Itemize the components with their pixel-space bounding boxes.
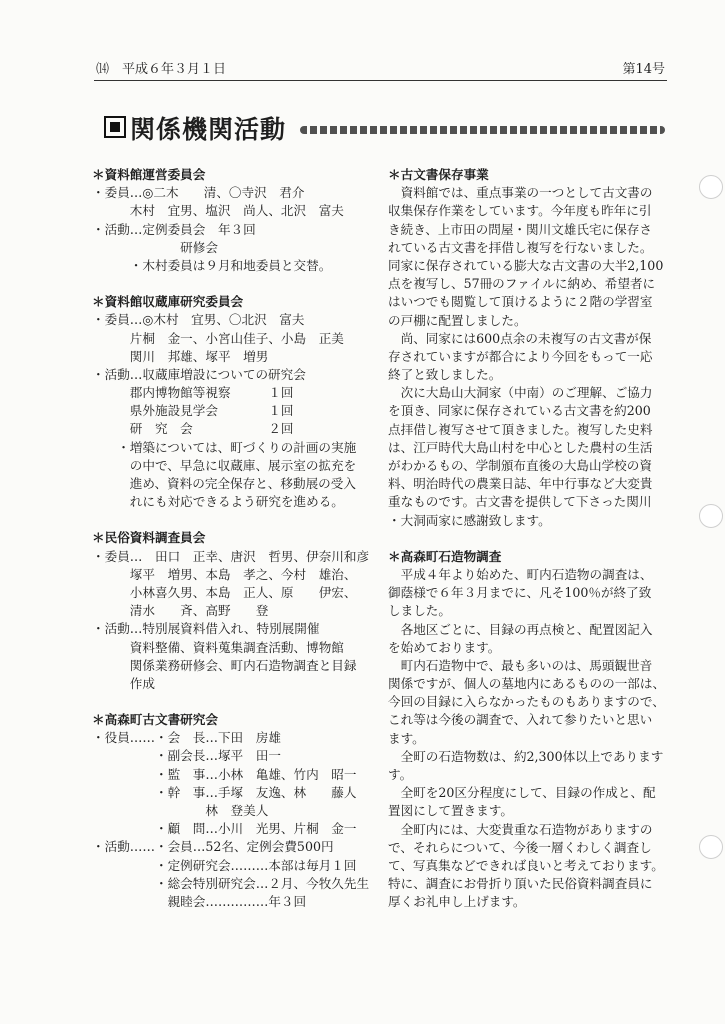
text-line: ・委員…◎二木 清、〇寺沢 君介 xyxy=(92,185,305,201)
text-line: しました。 xyxy=(388,603,451,619)
text-line: の戸棚に配置しました。 xyxy=(388,312,527,328)
text-line: の中で、早急に収蔵庫、展示室の拡充を xyxy=(92,457,357,473)
text-line: ・総会特別研究会…２月、今牧久先生 xyxy=(92,875,370,891)
text-line: 研修会 xyxy=(92,239,218,255)
text-line: 同家に保存されている膨大な古文書の大半2,100 xyxy=(388,257,664,273)
text-line: 次に大島山大洞家（中南）のご理解、ご協力 xyxy=(388,385,653,401)
text-line: 資料館では、重点事業の一つとして古文書の xyxy=(388,185,653,201)
text-line: 料、明治時代の農業日誌、年中行事など大変貴 xyxy=(388,476,653,492)
text-line: 木村 宜男、塩沢 尚人、北沢 富夫 xyxy=(92,203,344,219)
text-line: 重なものです。古文書を提供して下さった関川 xyxy=(388,494,652,510)
text-line: がわかるもの、学制頒布直後の大島山学校の資 xyxy=(388,458,652,473)
header-date: ⒁ 平成６年３月１日 xyxy=(96,62,227,77)
text-line: はいつでも閲覧して頂けるように２階の学習室 xyxy=(388,294,653,310)
text-line: ・木村委員は９月和地委員と交替。 xyxy=(92,257,332,273)
text-line: を始めております。 xyxy=(388,639,501,655)
text-line: ・顧 問…小川 光男、片桐 金一 xyxy=(92,821,357,837)
chain-decoration xyxy=(300,126,665,134)
text-line: 進め、資料の完全保存と、移動展の受入 xyxy=(92,476,356,491)
page-header xyxy=(96,58,665,80)
text-line: ・定例研究会………本部は毎月１回 xyxy=(92,857,357,873)
text-line: 置図にして置きます。 xyxy=(388,803,513,819)
text-line: 今回の目録に入らなかったものもありますので、 xyxy=(388,694,665,710)
section-gap xyxy=(92,693,374,711)
section-heading: ＊高森町石造物調査 xyxy=(388,548,502,564)
text-line: ・活動…定例委員会 年３回 xyxy=(92,221,256,237)
text-line: 存されていますが都合により今回をもって一応 xyxy=(388,348,653,364)
text-line: 郡内博物館等視察 １回 xyxy=(92,385,294,401)
section-gap xyxy=(388,530,668,548)
section-heading: ＊高森町古文書研究会 xyxy=(92,712,218,728)
text-line: で、それらについて、今後一層くわしく調査し xyxy=(388,839,652,855)
text-line: ます。 xyxy=(388,730,425,746)
text-line: 点拝借し複写させて頂きました。複写した史料 xyxy=(388,421,653,437)
issue-number: 第14号 xyxy=(622,62,665,77)
section-gap xyxy=(92,275,374,293)
square-bullet-icon xyxy=(104,116,126,138)
text-line: 全町を20区分程度にして、目録の作成と、配 xyxy=(388,785,656,801)
section-title xyxy=(104,110,665,144)
text-line: 終了と致しました。 xyxy=(388,367,502,383)
text-line: ・監 事…小林 亀雄、竹内 昭一 xyxy=(92,766,357,782)
section-gap xyxy=(92,511,374,529)
text-line: 研 究 会 ２回 xyxy=(92,421,294,437)
section-heading: ＊資料館収蔵庫研究委員会 xyxy=(92,294,244,310)
text-line: 特に、調査にお骨折り頂いた民俗資料調査員に xyxy=(388,876,653,892)
text-line: これ等は今後の調査で、入れて参りたいと思い xyxy=(388,712,653,728)
text-line: 作成 xyxy=(92,675,155,691)
text-line: 資料整備、資料蒐集調査活動、博物館 xyxy=(92,639,344,655)
text-line: ・役員……・会 長…下田 房雄 xyxy=(92,730,281,746)
text-line: ・活動…特別展資料借入れ、特別展開催 xyxy=(92,621,320,637)
text-line: 全町内には、大変貴重な石造物がありますの xyxy=(388,821,653,837)
text-line: 清水 斉、高野 登 xyxy=(92,603,269,619)
text-line: 厚くお礼申し上げます。 xyxy=(388,894,526,910)
text-line: ・幹 事…手塚 友逸、林 藤人 xyxy=(92,784,357,800)
text-line: 御蔭様で６年３月までに、凡そ100％が終了致 xyxy=(388,585,652,601)
text-line: は、江戸時代大島山村を中心とした農村の生活 xyxy=(388,439,653,455)
text-line: て、写真集などできれば良いと考えております。 xyxy=(388,857,664,873)
right-column xyxy=(388,166,668,912)
page-title: 関係機関活動 xyxy=(130,115,287,144)
text-line: 各地区ごとに、目録の再点検と、配置図記入 xyxy=(388,621,653,637)
text-line: ・副会長…塚平 田一 xyxy=(92,748,281,764)
binder-hole xyxy=(699,175,723,199)
section-heading: ＊民俗資料調査員会 xyxy=(92,530,206,546)
text-line: 関川 邦雄、塚平 増男 xyxy=(92,348,269,364)
section-heading: ＊資料館運営委員会 xyxy=(92,167,206,182)
text-line: 塚平 増男、本島 孝之、今村 雄治、 xyxy=(92,566,357,582)
text-line: ・活動…収蔵庫増設についての研究会 xyxy=(92,366,306,382)
text-line: 関係業務研修会、町内石造物調査と目録 xyxy=(92,657,357,673)
text-line: れている古文書を拝借し複写を行ないました。 xyxy=(388,239,653,255)
text-line: 小林喜久男、本島 正人、原 伊宏、 xyxy=(92,584,357,600)
text-line: ・増築については、町づくりの計画の実施 xyxy=(92,439,357,455)
text-line: れにも対応できるよう研究を進める。 xyxy=(92,494,344,510)
text-line: ・活動……・会員…52名、定例会費500円 xyxy=(92,839,334,855)
text-line: 片桐 金一、小宮山佳子、小島 正美 xyxy=(92,330,344,346)
text-line: 県外施設見学会 １回 xyxy=(92,403,294,419)
text-line: を頂き、同家に保存されている古文書を約200 xyxy=(388,403,651,419)
text-line: 尚、同家には600点余の未複写の古文書が保 xyxy=(388,330,652,346)
section-heading: ＊古文書保存事業 xyxy=(388,167,489,182)
binder-hole xyxy=(699,504,723,528)
text-line: 親睦会……………年３回 xyxy=(92,893,307,909)
text-line: す。 xyxy=(388,767,413,782)
left-column xyxy=(92,166,374,911)
text-line: 点を複写し、57冊のファイルに納め、希望者に xyxy=(388,276,656,292)
text-line: き続き、上市田の問屋・関川文雄氏宅に保存さ xyxy=(388,221,652,237)
text-line: 全町の石造物数は、約2,300体以上であります xyxy=(388,748,664,764)
text-line: 関係ですが、個人の墓地内にあるものの一部は、 xyxy=(388,676,666,692)
text-line: 収集保存作業をしています。今年度も昨年に引 xyxy=(388,203,652,219)
binder-hole xyxy=(699,835,723,859)
text-line: 林 登美人 xyxy=(92,803,269,818)
text-line: ・委員… 田口 正幸、唐沢 哲男、伊奈川和彦 xyxy=(92,548,370,564)
text-line: ・委員…◎木村 宜男、〇北沢 富夫 xyxy=(92,312,305,328)
text-line: ・大洞両家に感謝致します。 xyxy=(388,512,551,528)
text-line: 町内石造物中で、最も多いのは、馬頭観世音 xyxy=(388,657,653,673)
header-rule xyxy=(94,80,667,81)
text-line: 平成４年より始めた、町内石造物の調査は、 xyxy=(388,566,653,582)
